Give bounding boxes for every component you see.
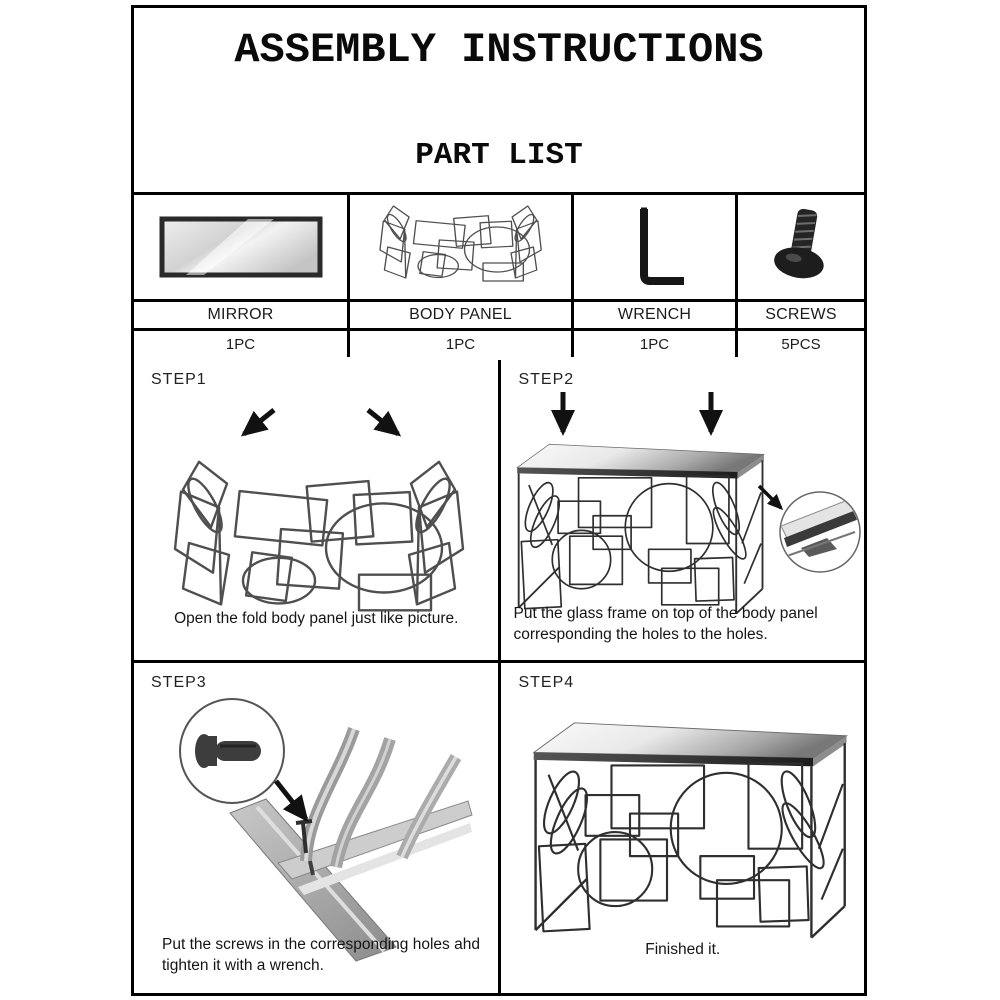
part-name: SCREWS — [738, 302, 864, 331]
part-list-heading: PART LIST — [415, 138, 583, 173]
wrench-part-cell — [574, 195, 738, 302]
part-qty: 5PCS — [738, 331, 864, 357]
step-1-caption: Open the fold body panel just like picture. — [174, 609, 459, 627]
part-qty: 1PC — [350, 331, 574, 357]
step-4-caption: Finished it. — [645, 941, 721, 959]
step4-finished-table-illustration — [517, 707, 857, 947]
title-block — [134, 8, 864, 192]
part-qty: 1PC — [574, 331, 738, 357]
step-4-panel — [501, 663, 864, 993]
step-3-caption: Put the screws in the corresponding holes ahd tighten it with a wrench. — [162, 936, 480, 975]
step-1-label: STEP1 — [151, 371, 207, 388]
parts-table — [134, 192, 864, 360]
mirror-icon — [156, 212, 326, 282]
step3-screw-insertion-illustration — [160, 685, 478, 963]
body-panel-part-cell — [350, 195, 574, 302]
page-title: ASSEMBLY INSTRUCTIONS — [234, 26, 764, 74]
part-name: MIRROR — [134, 302, 350, 331]
step-2-caption: Put the glass frame on top of the body panel corresponding the holes to the holes. — [513, 604, 818, 643]
screw-icon — [761, 201, 841, 293]
part-qty: 1PC — [134, 331, 350, 357]
allen-wrench-icon — [610, 201, 700, 293]
mirror-part-cell — [134, 195, 350, 302]
part-name: BODY PANEL — [350, 302, 574, 331]
step2-glass-on-panel-illustration — [503, 386, 863, 626]
instruction-sheet — [131, 5, 867, 996]
body-panel-icon — [363, 195, 559, 299]
part-name: WRENCH — [574, 302, 738, 331]
step-1-panel — [134, 360, 501, 663]
screws-part-cell — [738, 195, 864, 302]
step-2-panel — [501, 360, 864, 663]
steps-grid — [134, 360, 864, 993]
step-2-label: STEP2 — [518, 371, 575, 388]
step-3-label: STEP3 — [151, 673, 207, 691]
step-4-label: STEP4 — [518, 673, 575, 691]
step-3-panel — [134, 663, 501, 993]
